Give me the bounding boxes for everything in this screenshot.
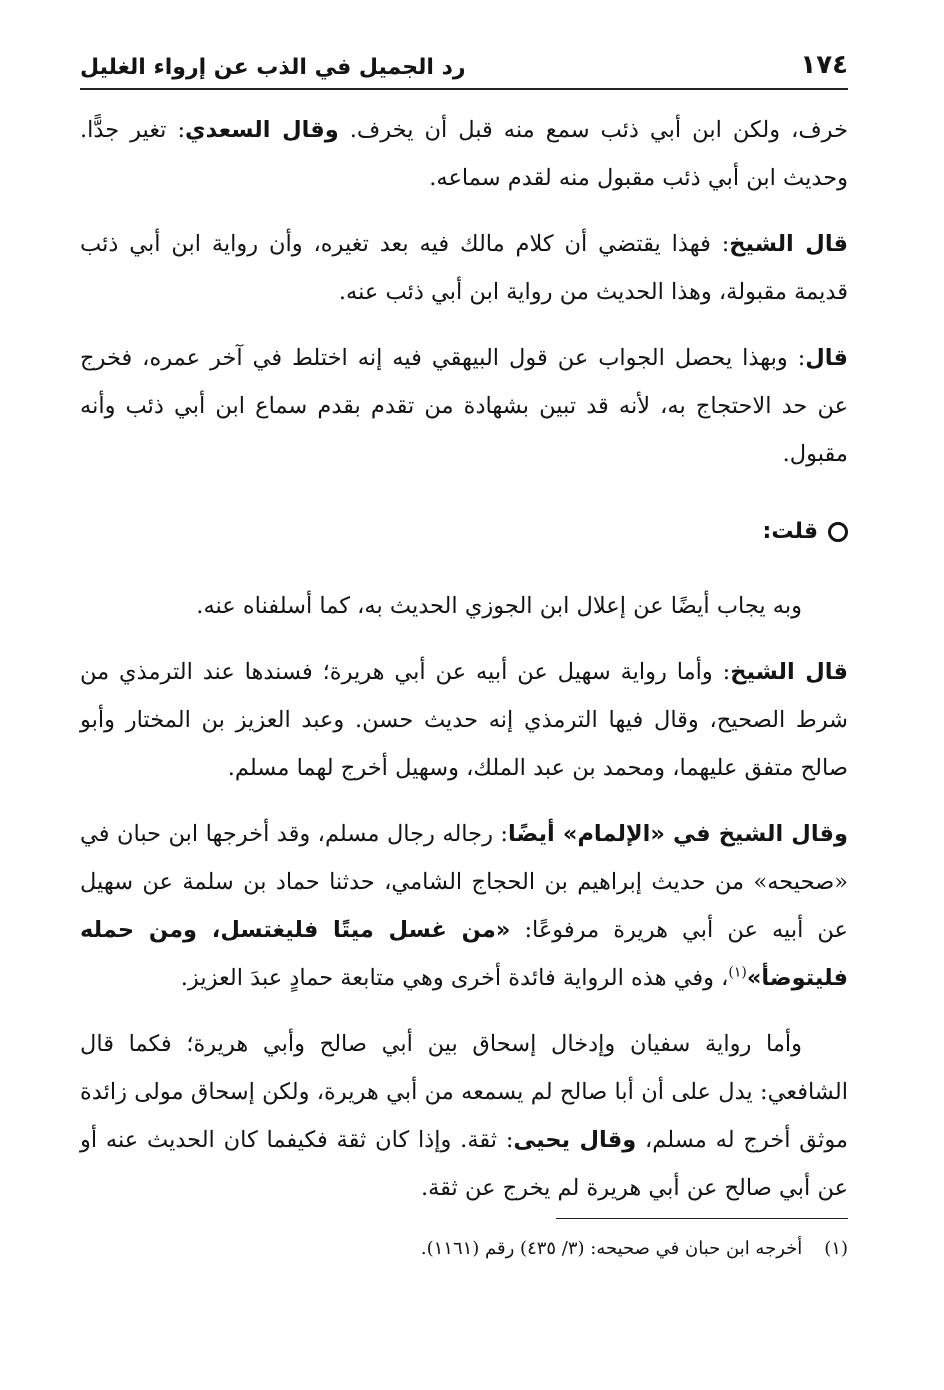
speaker-label: قال الشيخ <box>729 231 848 257</box>
paragraph-text: : رجاله رجال مسلم، وقد أخرجها ابن حبان في «صحيحه» من حديث إبراهيم بن الحجاج الشامي، حدثنا حماد بن سلمة عن سهيل عن أبيه عن أبي هريرة مرفوعًا: <box>80 821 848 943</box>
page-body <box>80 106 848 1230</box>
header-divider <box>80 88 848 90</box>
paragraph-1 <box>80 106 848 202</box>
footnote-reference[interactable]: (١) <box>728 964 747 981</box>
paragraph-5 <box>80 648 848 792</box>
paragraph-text: : تغير جدًّا. وحديث ابن أبي ذئب مقبول منه لقدم سماعه. <box>80 117 848 191</box>
paragraph-6 <box>80 810 848 1002</box>
paragraph-text: ، وفي هذه الرواية فائدة أخرى وهي متابعة حمادٍ عبدَ العزيز. <box>180 965 729 991</box>
paragraph-text: : فهذا يقتضي أن كلام مالك فيه بعد تغيره، وأن رواية ابن أبي ذئب قديمة مقبولة، وهذا الحديث من رواية ابن أبي ذئب عنه. <box>80 231 848 305</box>
footnote-number: (١) <box>824 1238 848 1259</box>
speaker-label: وقال يحيى <box>513 1127 637 1153</box>
footnote <box>80 1234 848 1264</box>
page-number: ١٧٤ <box>800 50 848 80</box>
paragraph-text: : ثقة. وإذا كان ثقة فكيفما كان الحديث عنه أو عن أبي صالح عن أبي هريرة لم يخرج عن ثقة. <box>80 1127 848 1201</box>
speaker-label: قال <box>805 345 848 371</box>
paragraph-3 <box>80 334 848 478</box>
section-heading-label: قلت: <box>762 519 818 544</box>
hadith-quote: «من غسل ميتًا فليغتسل، ومن حمله فليتوضأ» <box>80 917 848 991</box>
paragraph-2 <box>80 220 848 316</box>
speaker-label: وقال الشيخ في «الإلمام» أيضًا <box>507 821 848 847</box>
paragraph-text: : وبهذا يحصل الجواب عن قول البيهقي فيه إنه اختلط في آخر عمره، فخرج عن حد الاحتجاج به، لأنه قد تبين بشهادة من تقدم بقدم سماع ابن أبي ذئب وأنه مقبول. <box>80 345 848 467</box>
running-title: رد الجميل في الذب عن إرواء الغليل <box>80 55 466 80</box>
footnote-divider <box>556 1218 848 1219</box>
paragraph-text: وأما رواية سفيان وإدخال إسحاق بين أبي صالح وأبي هريرة؛ فكما قال الشافعي: يدل على أن أبا صالح لم يسمعه من أبي هريرة، ولكن إسحاق مولى زائدة موثق أخرج له مسلم، <box>80 1031 848 1153</box>
section-heading <box>80 508 848 556</box>
paragraph-4 <box>80 582 848 630</box>
speaker-label: وقال السعدي <box>185 117 339 143</box>
circle-bullet-icon <box>828 522 848 542</box>
paragraph-text: خرف، ولكن ابن أبي ذئب سمع منه قبل أن يخرف. <box>338 117 849 143</box>
footnote-text: أخرجه ابن حبان في صحيحه: (٣/ ٤٣٥) رقم (١١٦١). <box>420 1238 803 1259</box>
page-header <box>80 30 848 80</box>
speaker-label: قال الشيخ <box>730 659 848 685</box>
paragraph-text: وبه يجاب أيضًا عن إعلال ابن الجوزي الحديث به، كما أسلفناه عنه. <box>196 593 802 619</box>
paragraph-text: : وأما رواية سهيل عن أبيه عن أبي هريرة؛ فسندها عند الترمذي من شرط الصحيح، وقال فيها الترمذي إنه حديث حسن. وعبد العزيز بن المختار وأبو صالح متفق عليهما، ومحمد بن عبد الملك، وسهيل أخرج لهما مسلم. <box>80 659 848 781</box>
paragraph-7 <box>80 1020 848 1212</box>
